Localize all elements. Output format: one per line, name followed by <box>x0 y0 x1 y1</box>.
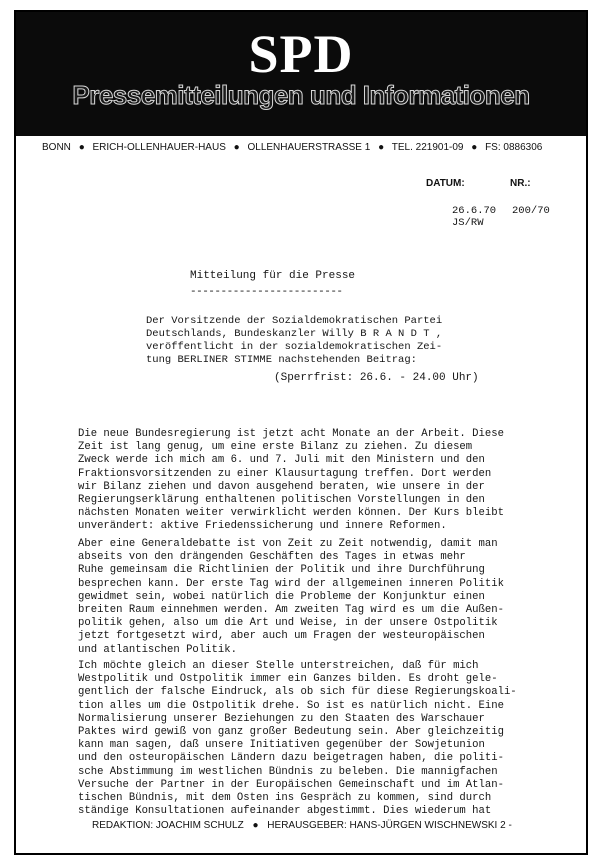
bullet-icon: ● <box>78 142 85 153</box>
bullet-icon: ● <box>378 142 385 153</box>
embargo-note: (Sperrfrist: 26.6. - 24.00 Uhr) <box>274 372 479 384</box>
footer-publisher: HERAUSGEBER: HANS-JÜRGEN WISCHNEWSKI 2 - <box>267 820 512 831</box>
document-title: Mitteilung für die Presse <box>190 270 356 282</box>
text-line: breiten Raum einnehmen werden. Am zweiten Tag wird es um die Außen- <box>78 604 504 617</box>
intro-line: veröffentlicht in der sozialdemokratischen Zei- <box>146 341 443 353</box>
text-line: Normalisierung unserer Beziehungen zu den Staaten des Warschauer <box>78 712 485 725</box>
text-line: besprechen kann. Der erste Tag wird der allgemeinen inneren Politik <box>78 577 504 590</box>
address-bar <box>42 141 576 155</box>
intro-block <box>146 315 546 367</box>
masthead <box>16 12 586 136</box>
text-line: Ich möchte gleich an dieser Stelle unterstreichen, daß für mich <box>78 660 479 672</box>
address-phone: TEL. 221901-09 <box>391 142 464 153</box>
text-line: Die neue Bundesregierung ist jetzt acht Monate an der Arbeit. Diese <box>78 428 504 440</box>
intro-line: Der Vorsitzende der Sozialdemokratischen Partei <box>146 315 443 327</box>
footer-editor: REDAKTION: JOACHIM SCHULZ <box>92 820 244 831</box>
text-line: unverändert: aktive Friedenssicherung und innere Reformen. <box>78 520 447 533</box>
bullet-icon: ● <box>252 820 259 831</box>
paragraph-1 <box>78 428 588 534</box>
text-line: Ruhe gemeinsam die Richtlinien der Politik und ihre Durchführung <box>78 564 485 577</box>
text-line: gentlich der falsche Eindruck, als ob sich für diese Regierungskoali- <box>78 686 517 699</box>
masthead-subtitle: Pressemitteilungen und Informationen <box>72 80 530 110</box>
text-line: tion alles um die Ostpolitik drehe. So ist es natürlich nicht. Eine <box>78 699 504 712</box>
intro-line: Deutschlands, Bundeskanzler Willy B R A N D T , <box>146 328 443 340</box>
bullet-icon: ● <box>233 142 240 153</box>
text-line: sche Abstimmung im westlichen Bündnis zu beleben. Die mannigfachen <box>78 765 498 778</box>
text-line: Zeit ist lang genug, um eine erste Bilanz zu ziehen. Zu diesem <box>78 441 473 454</box>
text-line: Aber eine Generaldebatte ist von Zeit zu Zeit notwendig, damit man <box>78 538 498 550</box>
text-line: tischen Bündnis, mit dem Osten ins Gespräch zu kommen, sind durch <box>78 792 492 805</box>
paragraph-3 <box>78 660 588 818</box>
text-line: Zweck werde ich mich am 6. und 7. Juli mit den Ministern und den <box>78 454 485 467</box>
address-telex: FS: 0886306 <box>485 142 543 153</box>
text-line: abseits von den drängenden Geschäften des Tages in etwas mehr <box>78 551 466 564</box>
text-line: und den osteuropäischen Ländern dazu beigetragen haben, die politi- <box>78 752 504 765</box>
paragraph-2 <box>78 538 588 657</box>
text-line: Fraktionsvorsitzenden zu einer Klausurtagung treffen. Dort werden <box>78 467 492 480</box>
text-line: Paktes wird gewiß von ganz großer Bedeutung sein. Aber gleichzeitig <box>78 726 504 739</box>
bullet-icon: ● <box>471 142 478 153</box>
text-line: ständige Konsultationen aufeinander abgestimmt. Dies wiederum hat <box>78 805 492 818</box>
number-value: 200/70 <box>512 205 550 217</box>
text-line: Westpolitik und Ostpolitik immer ein Ganzes bilden. Es droht gele- <box>78 673 498 686</box>
address-city: BONN <box>42 142 71 153</box>
address-street: OLLENHAUERSTRASSE 1 <box>247 142 371 153</box>
title-underline: ------------------------- <box>190 286 343 298</box>
text-line: politik gehen, also um die Art und Weise, in der unsere Ostpolitik <box>78 617 498 630</box>
text-line: gewidmet sein, wobei natürlich die Probleme der Konjunktur einen <box>78 590 485 603</box>
initials-value: JS/RW <box>452 217 484 229</box>
date-label: DATUM: <box>426 178 465 189</box>
text-line: nächsten Monaten weiter verwirklicht werden können. Der Kurs bleibt <box>78 507 504 520</box>
intro-line: tung BERLINER STIMME nachstehenden Beitrag: <box>146 354 417 366</box>
press-release-page <box>14 10 588 855</box>
text-line: und atlantischen Politik. <box>78 643 237 656</box>
number-label: NR.: <box>510 178 531 189</box>
address-building: ERICH-OLLENHAUER-HAUS <box>92 142 226 153</box>
text-line: wir Bilanz ziehen und davon ausgehend beraten, wie unsere in der <box>78 480 485 493</box>
text-line: jetzt fortgesetzt wird, aber auch um Fragen der westeuropäischen <box>78 630 485 643</box>
text-line: Versuche der Partner in der Europäischen Gemeinschaft und im Atlan- <box>78 778 504 791</box>
text-line: Regierungserklärung enthaltenen politischen Vorstellungen in den <box>78 494 485 507</box>
text-line: kann man sagen, daß unsere Initiativen gegenüber der Sowjetunion <box>78 739 485 752</box>
footer <box>92 820 576 831</box>
party-logo-text: SPD <box>248 24 354 84</box>
date-value: 26.6.70 <box>452 205 497 217</box>
